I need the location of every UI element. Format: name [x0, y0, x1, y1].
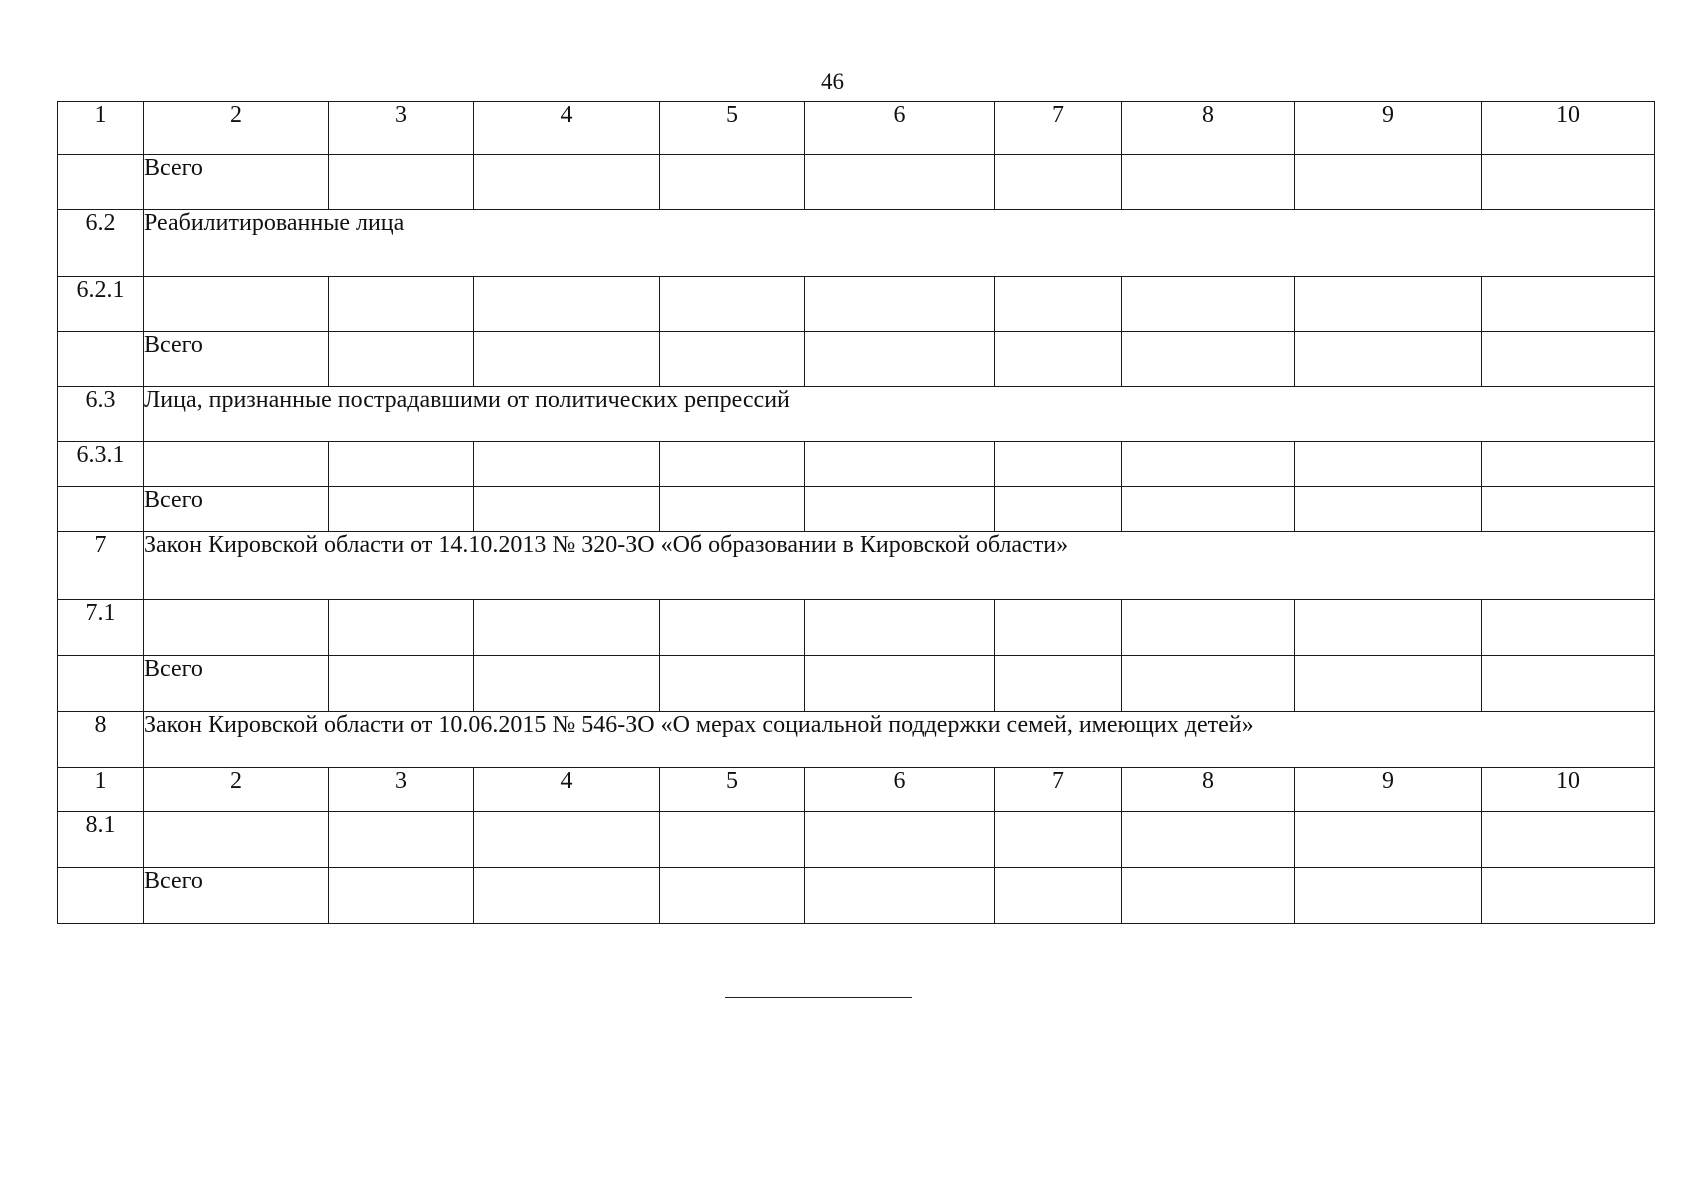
empty-cell [474, 277, 660, 332]
column-number-cell: 4 [474, 102, 660, 155]
empty-cell [1122, 277, 1295, 332]
empty-cell [660, 155, 805, 210]
column-number-cell: 1 [58, 768, 144, 812]
empty-cell [660, 868, 805, 924]
empty-cell [805, 600, 995, 656]
table-row [58, 155, 1655, 210]
column-number-cell: 9 [1295, 102, 1482, 155]
section-row [58, 387, 1655, 442]
row-number [58, 656, 144, 712]
empty-cell [995, 487, 1122, 532]
row-number: 6.3 [58, 387, 144, 442]
table-row [58, 277, 1655, 332]
empty-cell [805, 868, 995, 924]
empty-cell [805, 656, 995, 712]
empty-cell [329, 155, 474, 210]
empty-cell [329, 868, 474, 924]
row-number: 6.2 [58, 210, 144, 277]
column-number-cell: 10 [1482, 768, 1655, 812]
empty-cell [660, 487, 805, 532]
empty-cell [805, 487, 995, 532]
empty-cell [1295, 487, 1482, 532]
table-row [58, 868, 1655, 924]
section-row [58, 210, 1655, 277]
empty-cell [1295, 277, 1482, 332]
empty-cell [1482, 656, 1655, 712]
empty-cell [1122, 332, 1295, 387]
row-number: 6.2.1 [58, 277, 144, 332]
empty-cell [474, 487, 660, 532]
row-number [58, 487, 144, 532]
row-label: Всего [144, 332, 329, 387]
table-row [58, 487, 1655, 532]
table-row [58, 656, 1655, 712]
row-number [58, 332, 144, 387]
empty-cell [1122, 656, 1295, 712]
empty-cell [1482, 812, 1655, 868]
empty-cell [805, 812, 995, 868]
empty-cell [1295, 600, 1482, 656]
empty-cell [805, 155, 995, 210]
empty-cell [474, 600, 660, 656]
empty-cell [1482, 332, 1655, 387]
empty-cell [474, 868, 660, 924]
empty-cell [805, 332, 995, 387]
empty-cell [1295, 868, 1482, 924]
empty-cell [329, 487, 474, 532]
row-number [58, 868, 144, 924]
page-number: 46 [821, 69, 844, 94]
section-title: Закон Кировской области от 14.10.2013 № 320-ЗО «Об образовании в Кировской области» [144, 532, 1655, 600]
empty-cell [1122, 155, 1295, 210]
row-label: Всего [144, 155, 329, 210]
section-title: Лица, признанные пострадавшими от политических репрессий [144, 387, 1655, 442]
empty-cell [660, 812, 805, 868]
row-label [144, 442, 329, 487]
empty-cell [329, 332, 474, 387]
column-number-cell: 3 [329, 768, 474, 812]
section-title: Реабилитированные лица [144, 210, 1655, 277]
empty-cell [660, 656, 805, 712]
row-label: Всего [144, 656, 329, 712]
empty-cell [995, 868, 1122, 924]
column-number-cell: 7 [995, 768, 1122, 812]
row-number: 8 [58, 712, 144, 768]
empty-cell [805, 442, 995, 487]
empty-cell [1482, 155, 1655, 210]
column-number-cell: 1 [58, 102, 144, 155]
empty-cell [1295, 656, 1482, 712]
column-number-cell: 10 [1482, 102, 1655, 155]
empty-cell [995, 600, 1122, 656]
table-row [58, 442, 1655, 487]
empty-cell [995, 442, 1122, 487]
table-row [58, 332, 1655, 387]
row-number: 7 [58, 532, 144, 600]
empty-cell [660, 442, 805, 487]
empty-cell [995, 155, 1122, 210]
empty-cell [1295, 812, 1482, 868]
empty-cell [660, 600, 805, 656]
empty-cell [1122, 868, 1295, 924]
empty-cell [995, 812, 1122, 868]
row-number: 6.3.1 [58, 442, 144, 487]
empty-cell [474, 442, 660, 487]
column-number-cell: 5 [660, 102, 805, 155]
empty-cell [995, 277, 1122, 332]
table-body [58, 102, 1655, 924]
row-label: Всего [144, 487, 329, 532]
section-row [58, 712, 1655, 768]
column-number-row [58, 768, 1655, 812]
column-number-cell: 9 [1295, 768, 1482, 812]
section-row [58, 532, 1655, 600]
end-of-table-rule [725, 997, 912, 998]
row-label: Всего [144, 868, 329, 924]
column-number-cell: 2 [144, 102, 329, 155]
empty-cell [1122, 442, 1295, 487]
column-number-cell: 8 [1122, 102, 1295, 155]
empty-cell [1295, 332, 1482, 387]
table-row [58, 812, 1655, 868]
empty-cell [1295, 155, 1482, 210]
column-number-cell: 4 [474, 768, 660, 812]
empty-cell [995, 332, 1122, 387]
empty-cell [474, 332, 660, 387]
empty-cell [329, 442, 474, 487]
empty-cell [474, 656, 660, 712]
column-number-cell: 6 [805, 102, 995, 155]
empty-cell [1482, 442, 1655, 487]
empty-cell [1122, 487, 1295, 532]
table-row [58, 600, 1655, 656]
row-number: 7.1 [58, 600, 144, 656]
empty-cell [329, 277, 474, 332]
column-number-cell: 7 [995, 102, 1122, 155]
column-number-cell: 8 [1122, 768, 1295, 812]
row-label [144, 277, 329, 332]
row-number: 8.1 [58, 812, 144, 868]
empty-cell [1482, 868, 1655, 924]
empty-cell [1482, 487, 1655, 532]
empty-cell [1122, 600, 1295, 656]
empty-cell [1122, 812, 1295, 868]
benefits-table [57, 101, 1655, 924]
empty-cell [474, 155, 660, 210]
empty-cell [995, 656, 1122, 712]
column-number-row [58, 102, 1655, 155]
empty-cell [660, 277, 805, 332]
column-number-cell: 5 [660, 768, 805, 812]
empty-cell [1482, 600, 1655, 656]
empty-cell [1482, 277, 1655, 332]
column-number-cell: 6 [805, 768, 995, 812]
empty-cell [1295, 442, 1482, 487]
empty-cell [329, 600, 474, 656]
column-number-cell: 2 [144, 768, 329, 812]
empty-cell [329, 812, 474, 868]
row-label [144, 812, 329, 868]
empty-cell [474, 812, 660, 868]
empty-cell [805, 277, 995, 332]
section-title: Закон Кировской области от 10.06.2015 № 546-ЗО «О мерах социальной поддержки семей, имеющих детей» [144, 712, 1655, 768]
column-number-cell: 3 [329, 102, 474, 155]
empty-cell [329, 656, 474, 712]
empty-cell [660, 332, 805, 387]
row-number [58, 155, 144, 210]
row-label [144, 600, 329, 656]
